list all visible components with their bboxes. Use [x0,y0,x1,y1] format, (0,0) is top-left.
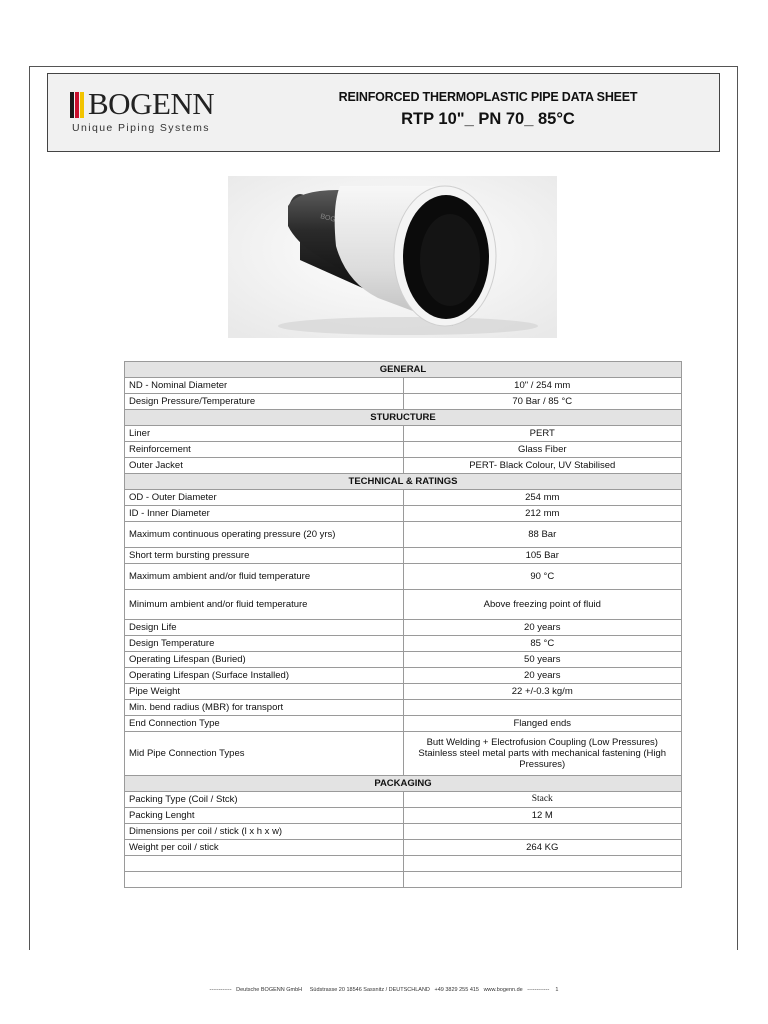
row-label: ND - Nominal Diameter [125,378,404,394]
row-label: Maximum continuous operating pressure (20 yrs) [125,522,404,548]
row-label: Min. bend radius (MBR) for transport [125,700,404,716]
row-value: 85 °C [403,636,682,652]
row-value: Glass Fiber [403,442,682,458]
row-value: 20 years [403,668,682,684]
row-value: PERT- Black Colour, UV Stabilised [403,458,682,474]
row-value: Flanged ends [403,716,682,732]
table-row [125,652,682,668]
row-value: 264 KG [403,840,682,856]
row-label: Reinforcement [125,442,404,458]
row-value: Above freezing point of fluid [403,590,682,620]
table-row [125,490,682,506]
row-value-line: Stainless steel metal parts with mechanical fastening (High Pressures) [418,748,667,770]
table-row [125,824,682,840]
row-label [125,872,404,888]
row-value: 20 years [403,620,682,636]
row-label: Mid Pipe Connection Types [125,732,404,776]
row-value: 88 Bar [403,522,682,548]
table-row [125,636,682,652]
row-label: End Connection Type [125,716,404,732]
row-label: Weight per coil / stick [125,840,404,856]
row-label: Design Life [125,620,404,636]
table-row [125,792,682,808]
table-row [125,856,682,872]
row-value: 90 °C [403,564,682,590]
row-value: 70 Bar / 85 °C [403,394,682,410]
row-label: Short term bursting pressure [125,548,404,564]
section-header-technical: TECHNICAL & RATINGS [125,474,682,490]
row-value: 105 Bar [403,548,682,564]
row-value: 254 mm [403,490,682,506]
row-label: Design Pressure/Temperature [125,394,404,410]
row-label: Dimensions per coil / stick (l x h x w) [125,824,404,840]
row-value: Stack [403,792,682,808]
table-row [125,808,682,824]
table-row [125,840,682,856]
table-row [125,716,682,732]
table-row [125,442,682,458]
row-value [403,872,682,888]
table-row [125,378,682,394]
table-row [125,684,682,700]
row-label: Outer Jacket [125,458,404,474]
document-header [47,73,720,152]
row-value: 50 years [403,652,682,668]
section-header-packaging: PACKAGING [125,776,682,792]
table-row [125,732,682,776]
row-label: Liner [125,426,404,442]
page-footer: ------------ Deutsche BOGENN GmbH Südstrasse 20 18546 Sassnitz / DEUTSCHLAND +49 3829 255 415 www.bogenn.de ------------ 1 [209,987,559,993]
row-value: 10" / 254 mm [403,378,682,394]
table-row [125,872,682,888]
table-row [125,426,682,442]
row-value: 12 M [403,808,682,824]
row-value: 22 +/-0.3 kg/m [403,684,682,700]
logo-tagline: Unique Piping Systems [72,122,210,134]
logo-flag-icon [70,92,86,118]
row-label: Pipe Weight [125,684,404,700]
table-row [125,590,682,620]
section-header-structure: STURUCTURE [125,410,682,426]
row-value [403,856,682,872]
pipe-product-image [228,176,557,338]
row-value [403,824,682,840]
row-label: OD - Outer Diameter [125,490,404,506]
row-label: Maximum ambient and/or fluid temperature [125,564,404,590]
table-row [125,668,682,684]
row-value: 212 mm [403,506,682,522]
row-value: PERT [403,426,682,442]
row-label: Design Temperature [125,636,404,652]
row-label: Minimum ambient and/or fluid temperature [125,590,404,620]
row-label: Packing Lenght [125,808,404,824]
table-row [125,620,682,636]
row-label: Operating Lifespan (Surface Installed) [125,668,404,684]
table-row [125,522,682,548]
table-row [125,700,682,716]
row-value [403,700,682,716]
row-value-line: Butt Welding + Electrofusion Coupling (Low Pressures) [426,737,658,748]
section-header-general: GENERAL [125,362,682,378]
row-label [125,856,404,872]
row-label: Packing Type (Coil / Stck) [125,792,404,808]
table-row [125,506,682,522]
table-row [125,548,682,564]
logo-name: BOGENN [88,86,215,121]
row-label: ID - Inner Diameter [125,506,404,522]
row-label: Operating Lifespan (Buried) [125,652,404,668]
table-row [125,564,682,590]
table-row [125,458,682,474]
document-title: REINFORCED THERMOPLASTIC PIPE DATA SHEET [338,90,638,104]
spec-table [124,361,682,888]
table-row [125,394,682,410]
row-value [403,732,682,776]
document-subtitle: RTP 10"_ PN 70_ 85°C [401,110,575,128]
